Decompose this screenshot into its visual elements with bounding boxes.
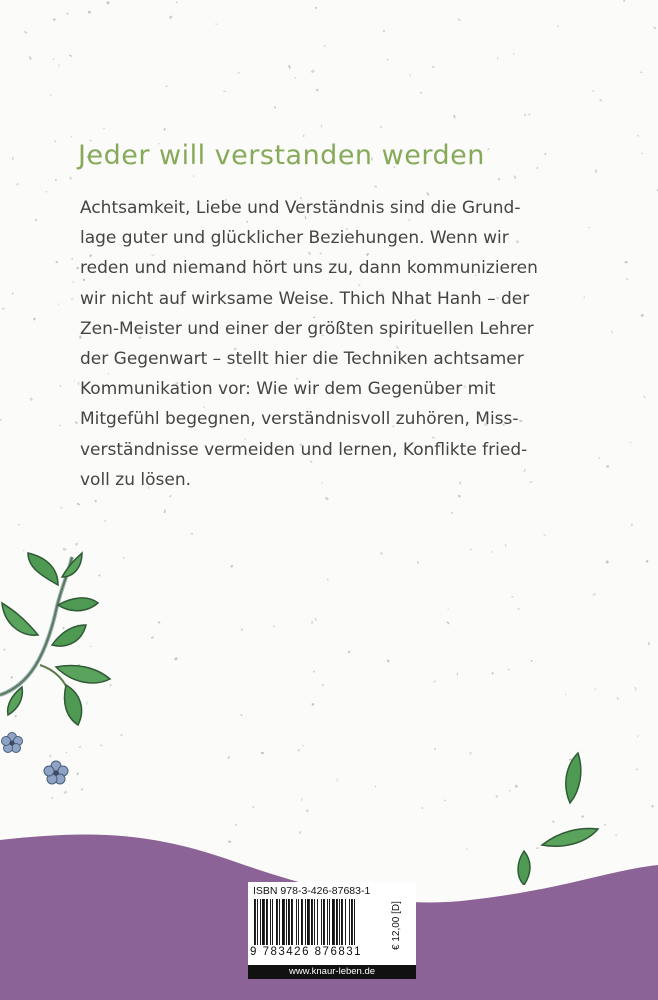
leaf-icon	[65, 685, 82, 725]
speckle	[53, 18, 56, 21]
speckle	[174, 657, 178, 661]
speckle	[470, 548, 472, 550]
speckle	[543, 534, 546, 537]
speckle	[513, 53, 514, 54]
forget-me-not-icon	[2, 733, 23, 753]
blurb-text	[80, 193, 600, 495]
speckle	[316, 89, 319, 92]
speckle	[637, 135, 640, 137]
barcode-bar	[298, 899, 299, 945]
speckle	[88, 11, 91, 13]
speckle	[322, 684, 324, 686]
speckle	[611, 330, 614, 333]
price-label: € 12,00 [D]	[391, 901, 402, 950]
barcode-bar	[349, 899, 350, 945]
speckle	[374, 185, 377, 188]
speckle	[324, 45, 326, 47]
speckle	[386, 659, 390, 663]
forget-me-not-icon	[44, 761, 68, 784]
speckle	[95, 500, 97, 503]
blurb-line: verständnisse vermeiden und lernen, Konflikte fried-	[80, 439, 528, 460]
speckle	[71, 298, 74, 300]
speckle	[165, 85, 167, 87]
speckle	[176, 1, 178, 3]
barcode-bar	[307, 899, 310, 945]
speckle	[444, 799, 447, 801]
speckle	[59, 424, 61, 426]
speckle	[18, 524, 20, 526]
speckle	[190, 533, 193, 535]
blurb-line: Kommunikation vor: Wie wir dem Gegenüber mit	[80, 379, 496, 400]
blurb-line: Achtsamkeit, Liebe und Verständnis sind die Grund-	[80, 198, 521, 218]
speckle	[241, 628, 244, 631]
speckle	[2, 308, 5, 310]
speckle	[35, 219, 38, 221]
speckle	[294, 77, 296, 79]
speckle	[636, 768, 638, 770]
speckle	[230, 565, 233, 568]
speckle	[651, 805, 654, 808]
isbn-text: ISBN 978-3-426-87683-1	[253, 885, 371, 897]
speckle	[321, 125, 322, 128]
speckle	[458, 495, 461, 498]
falling-leaf-icon	[542, 829, 598, 847]
speckle	[238, 72, 240, 74]
falling-leaf-icon	[566, 753, 581, 803]
barcode-bar	[276, 899, 278, 945]
speckle	[58, 64, 59, 67]
speckle	[505, 544, 507, 547]
speckle	[382, 29, 385, 32]
speckle	[151, 636, 154, 638]
speckle	[617, 697, 619, 700]
speckle	[55, 140, 56, 142]
speckle	[528, 113, 530, 115]
leaf-icon	[52, 625, 86, 646]
speckle	[104, 520, 105, 522]
speckle	[637, 735, 639, 737]
barcode-bar	[354, 899, 355, 945]
speckle	[12, 157, 14, 160]
speckle	[457, 672, 459, 675]
barcode-bar	[305, 899, 306, 945]
barcode-bar	[260, 899, 261, 945]
barcode-bar	[254, 899, 256, 945]
speckle	[375, 786, 376, 788]
speckle	[305, 809, 309, 812]
speckle	[193, 175, 195, 177]
barcode-bar	[339, 899, 340, 945]
speckle	[311, 621, 313, 624]
speckle	[491, 551, 493, 554]
back-cover-headline: Jeder will verstanden werden	[78, 140, 485, 171]
leaf-icon	[56, 666, 110, 684]
barcode-bar	[336, 899, 338, 945]
speckle	[524, 114, 526, 117]
barcode-bar	[314, 899, 315, 945]
speckle	[313, 670, 316, 673]
barcode-bar	[296, 899, 297, 945]
speckle	[169, 495, 172, 498]
barcode-bars	[252, 899, 392, 945]
barcode-bar	[332, 899, 335, 945]
speckle	[634, 687, 636, 691]
barcode-bar	[279, 899, 280, 945]
falling-leaf-icon	[518, 851, 530, 885]
speckle	[447, 608, 449, 610]
barcode-bar	[327, 899, 328, 945]
speckle	[103, 128, 105, 130]
speckle	[261, 752, 264, 754]
speckle	[315, 618, 317, 621]
speckle	[629, 442, 631, 444]
blurb-line: Mitgefühl begegnen, verständnisvoll zuhören, Miss-	[80, 409, 519, 430]
barcode-bar	[291, 899, 293, 945]
barcode-bar	[262, 899, 265, 945]
speckle	[421, 807, 423, 809]
speckle	[513, 175, 516, 179]
speckle	[315, 7, 318, 9]
speckle	[50, 94, 52, 96]
speckle	[446, 621, 449, 624]
speckle	[626, 278, 629, 281]
speckle	[409, 74, 411, 76]
speckle	[302, 745, 304, 747]
speckle	[0, 419, 2, 421]
speckle	[605, 560, 609, 564]
speckle	[311, 69, 315, 73]
speckle	[71, 136, 73, 138]
speckle	[498, 178, 501, 181]
barcode-bar	[301, 899, 303, 945]
speckle	[380, 126, 382, 128]
speckle	[74, 380, 75, 381]
speckle	[288, 65, 291, 69]
speckle	[297, 749, 300, 752]
speckle	[641, 153, 642, 154]
speckle	[336, 778, 337, 781]
speckle	[595, 169, 597, 173]
speckle	[432, 66, 435, 68]
leaf-icon	[58, 598, 98, 611]
leafy-branch-illustration	[0, 545, 150, 805]
speckle	[60, 506, 62, 508]
blurb-line: voll zu lösen.	[80, 469, 192, 490]
barcode-bar	[329, 899, 330, 945]
falling-leaves-illustration	[510, 745, 620, 885]
speckle	[235, 824, 238, 827]
speckle	[163, 128, 166, 131]
barcode-bar	[341, 899, 343, 945]
speckle	[157, 621, 160, 623]
speckle	[646, 560, 649, 563]
barcode-bar	[351, 899, 353, 945]
speckle	[592, 90, 594, 91]
barcode-bar	[272, 899, 273, 945]
speckle	[380, 552, 383, 555]
speckle	[240, 714, 243, 716]
speckle	[29, 56, 32, 60]
speckle	[66, 12, 69, 14]
blurb-line: Zen-Meister und einer der größten spirituellen Lehrer	[80, 318, 534, 339]
speckle	[453, 115, 456, 118]
barcode-bar	[323, 899, 325, 945]
speckle	[106, 1, 110, 5]
speckle	[417, 561, 419, 564]
speckle	[625, 261, 628, 263]
speckle	[557, 25, 559, 27]
speckle	[420, 92, 422, 94]
speckle	[253, 806, 254, 808]
speckle	[327, 579, 329, 581]
barcode-bar	[282, 899, 285, 945]
speckle	[508, 669, 510, 671]
publisher-website: www.knaur-leben.de	[248, 965, 416, 979]
speckle	[653, 26, 656, 29]
speckle	[531, 660, 533, 662]
ean-digits: 9 783426 876831	[250, 946, 363, 958]
speckle	[565, 694, 566, 696]
blurb-line: lage guter und glücklicher Beziehungen. Wenn wir	[80, 228, 509, 249]
blurb-line: reden und niemand hört uns zu, dann kommunizieren	[80, 258, 538, 279]
speckle	[623, 0, 625, 2]
speckle	[223, 90, 226, 92]
barcode-bar	[266, 899, 268, 945]
speckle	[469, 752, 472, 755]
speckle	[643, 396, 645, 398]
speckle	[72, 281, 74, 283]
speckle	[33, 317, 36, 320]
speckle	[71, 258, 73, 260]
speckle	[24, 31, 28, 35]
speckle	[303, 135, 305, 137]
speckle	[348, 650, 351, 653]
speckle	[648, 642, 650, 645]
speckle	[495, 795, 498, 798]
barcode-bar	[311, 899, 313, 945]
speckle	[164, 509, 166, 513]
speckle	[59, 385, 61, 387]
speckle	[169, 15, 172, 19]
barcode-bar	[321, 899, 322, 945]
speckle	[12, 292, 14, 294]
barcode-bar	[257, 899, 258, 945]
leaf-icon	[28, 553, 58, 585]
speckle	[433, 680, 436, 683]
speckle	[301, 798, 303, 801]
blurb-line: der Gegenwart – stellt hier die Techniken achtsamer	[80, 349, 524, 370]
speckle	[53, 58, 55, 60]
blurb-line: wir nicht auf wirksame Weise. Thich Nhat Hanh – der	[80, 288, 530, 309]
speckle	[640, 71, 643, 73]
speckle	[325, 497, 329, 500]
leaf-icon	[2, 603, 38, 635]
barcode-label	[248, 882, 416, 979]
speckle	[75, 421, 78, 424]
speckle	[536, 167, 538, 169]
barcode-bar	[288, 899, 290, 945]
speckle	[640, 314, 644, 317]
barcode-bar	[270, 899, 271, 945]
speckle	[511, 596, 513, 598]
speckle	[273, 625, 275, 627]
speckle	[16, 183, 19, 186]
speckle	[487, 148, 490, 151]
speckle	[55, 261, 58, 264]
speckle	[29, 397, 33, 401]
speckle	[387, 59, 389, 61]
speckle	[215, 23, 217, 25]
speckle	[458, 18, 461, 21]
speckle	[70, 177, 72, 180]
speckle	[76, 267, 78, 269]
speckle	[77, 503, 81, 506]
speckle	[451, 512, 453, 514]
leaf-icon	[62, 553, 82, 577]
speckle	[631, 524, 633, 526]
speckle	[599, 99, 602, 102]
barcode-bar	[286, 899, 287, 945]
speckle	[434, 748, 436, 750]
speckle	[227, 756, 230, 759]
speckle	[594, 688, 596, 690]
speckle	[544, 153, 546, 155]
speckle	[497, 57, 499, 59]
speckle	[606, 465, 609, 468]
speckle	[58, 303, 60, 305]
speckle	[311, 703, 314, 706]
speckle	[593, 593, 597, 596]
speckle	[517, 608, 520, 611]
speckle	[45, 191, 47, 193]
speckle	[69, 54, 72, 57]
barcode-bar	[345, 899, 346, 945]
speckle	[491, 672, 494, 675]
barcode-bar	[317, 899, 318, 945]
speckle	[55, 179, 57, 181]
speckle	[274, 106, 276, 108]
